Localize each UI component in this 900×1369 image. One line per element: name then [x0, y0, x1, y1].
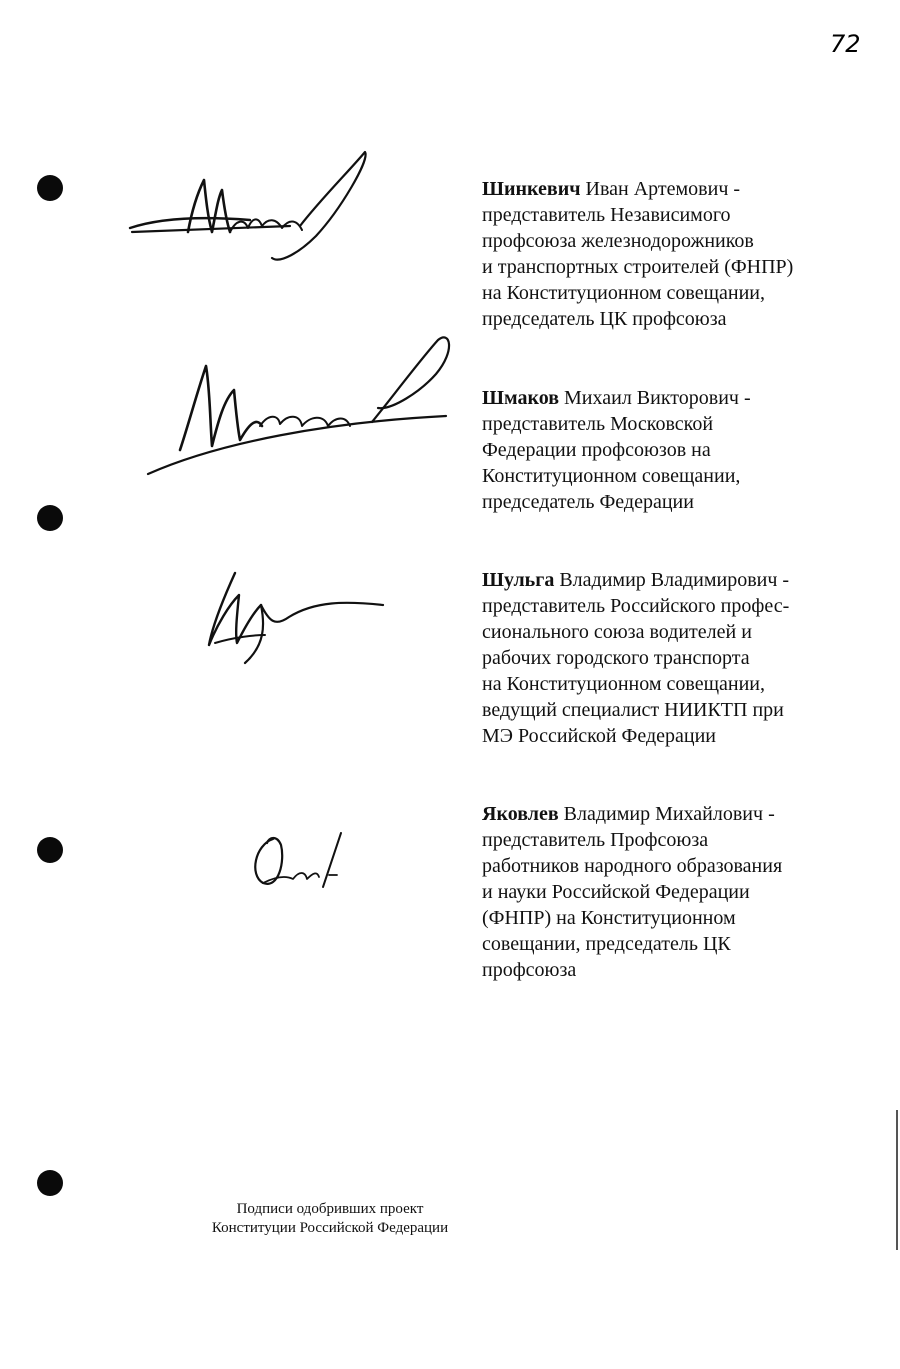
entry-line: сионального союза водителей и — [482, 621, 752, 643]
page-number-text: 72 — [830, 30, 861, 58]
scan-edge-mark — [896, 1110, 898, 1250]
signatory-entry-4 — [482, 801, 882, 983]
signature-shmakov — [140, 330, 460, 480]
entry-line: МЭ Российской Федерации — [482, 725, 717, 747]
signature-shulga — [195, 565, 395, 675]
entry-line: и науки Российской Федерации — [482, 881, 750, 903]
binder-hole — [37, 175, 63, 201]
entry-line: профсоюза железнодорожников — [482, 230, 754, 252]
signatory-entry-1 — [482, 176, 882, 332]
entry-line: председатель Федерации — [482, 491, 694, 513]
entry-line: совещании, председатель ЦК — [482, 933, 731, 955]
entry-line: представитель Российского профес- — [482, 595, 790, 617]
signatory-entry-2 — [482, 385, 882, 515]
entry-line: профсоюза — [482, 959, 577, 981]
signatory-surname: Шульга — [482, 569, 555, 591]
entry-line: председатель ЦК профсоюза — [482, 308, 727, 330]
signatory-name: Владимир Владимирович - — [554, 569, 790, 591]
binder-hole — [37, 837, 63, 863]
entry-line: представитель Московской — [482, 413, 714, 435]
entry-line: ведущий специалист НИИКТП при — [482, 699, 784, 721]
footer-caption — [180, 1200, 480, 1238]
signatory-name: Иван Артемович - — [580, 178, 741, 200]
footer-line: Конституции Российской Федерации — [211, 1220, 449, 1236]
signatory-entry-3 — [482, 567, 882, 749]
entry-line: представитель Независимого — [482, 204, 731, 226]
binder-hole — [37, 505, 63, 531]
entry-line: представитель Профсоюза — [482, 829, 709, 851]
signatory-surname: Шмаков — [482, 387, 560, 409]
entry-line: на Конституционном совещании, — [482, 673, 765, 695]
entry-line: на Конституционном совещании, — [482, 282, 765, 304]
page-number — [826, 28, 876, 62]
entry-line: рабочих городского транспорта — [482, 647, 750, 669]
entry-line: и транспортных строителей (ФНПР) — [482, 256, 794, 278]
entry-line: Конституционном совещании, — [482, 465, 741, 487]
signature-shinkevich — [120, 140, 380, 270]
footer-line: Подписи одобривших проект — [236, 1201, 424, 1217]
signatory-name: Владимир Михайлович - — [558, 803, 775, 825]
signatory-surname: Яковлев — [482, 803, 559, 825]
signatory-name: Михаил Викторович - — [559, 387, 751, 409]
entry-line: работников народного образования — [482, 855, 783, 877]
entry-line: Федерации профсоюзов на — [482, 439, 711, 461]
entry-line: (ФНПР) на Конституционном — [482, 907, 736, 929]
binder-hole — [37, 1170, 63, 1196]
signatory-surname: Шинкевич — [482, 178, 581, 200]
signature-yakovlev — [245, 825, 355, 895]
